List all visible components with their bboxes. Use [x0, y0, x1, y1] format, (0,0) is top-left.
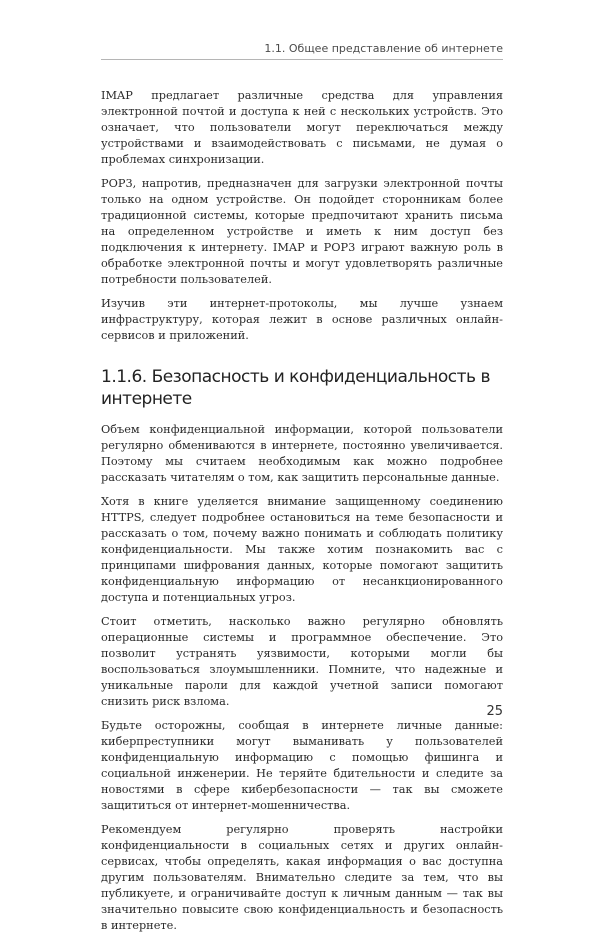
paragraph-imap: IMAP предлагает различные средства для управления электронной почтой и доступа к ней с нескольких устройств. Это означает, что пользователи могут переключаться между устройствами и взаимодействовать с письмами, не думая о проблемах синхронизации. — [101, 89, 503, 166]
running-header: 1.1. Общее представление об интернете — [264, 42, 503, 55]
header-rule — [101, 59, 503, 60]
paragraph-https-encryption: Хотя в книге уделяется внимание защищенному соединению HTTPS, следует подробнее остановиться на теме безопасности и рассказать о том, почему важно понимать и соблюдать политику конфиденциальности. Мы также хотим познакомить вас с принципами шифрования данных, которые помогают защитить конфиденциальную информацию от несанкционированного доступа и потенциальных угроз. — [101, 495, 503, 604]
paragraph-pop3: POP3, напротив, предназначен для загрузки электронной почты только на одном устройстве. Он подойдет сторонникам более традиционной системы, которые предпочитают хранить письма на определенном устройстве и иметь к ним доступ без подключения к интернету. IMAP и POP3 играют важную роль в обработке электронной почты и могут удовлетворять различные потребности пользователей. — [101, 177, 503, 286]
paragraph-privacy-intro: Объем конфиденциальной информации, которой пользователи регулярно обмениваются в интернете, постоянно увеличивается. Поэтому мы считаем необходимым как можно подробнее рассказать читателям о том, как защитить персональные данные. — [101, 423, 503, 484]
paragraph-privacy-settings: Рекомендуем регулярно проверять настройки конфиденциальности в социальных сетях и других онлайн-сервисах, чтобы определять, какая информация о вас доступна другим пользователям. Внимательно следите за тем, что вы публикуете, и ограничивайте доступ к личным данным — так вы значительно повысите свою конфиденциальность и безопасность в интернете. — [101, 823, 503, 932]
page-number: 25 — [486, 704, 503, 719]
page-body — [101, 88, 503, 942]
paragraph-updates-passwords: Стоит отметить, насколько важно регулярно обновлять операционные системы и программное обеспечение. Это позволит устранять уязвимости, которыми могли бы воспользоваться злоумышленники. Помните, что надежные и уникальные пароли для каждой учетной записи помогают снизить риск взлома. — [101, 615, 503, 708]
paragraph-protocols-summary: Изучив эти интернет-протоколы, мы лучше узнаем инфраструктуру, которая лежит в основе различных онлайн-сервисов и приложений. — [101, 297, 503, 342]
section-heading: 1.1.6. Безопасность и конфиденциальность в интернете — [101, 367, 490, 409]
paragraph-phishing-warning: Будьте осторожны, сообщая в интернете личные данные: киберпреступники могут выманивать у пользователей конфиденциальную информацию с помощью фишинга и социальной инженерии. Не теряйте бдительности и следите за новостями в сфере кибербезопасности — так вы сможете защититься от интернет-мошенничества. — [101, 719, 503, 812]
